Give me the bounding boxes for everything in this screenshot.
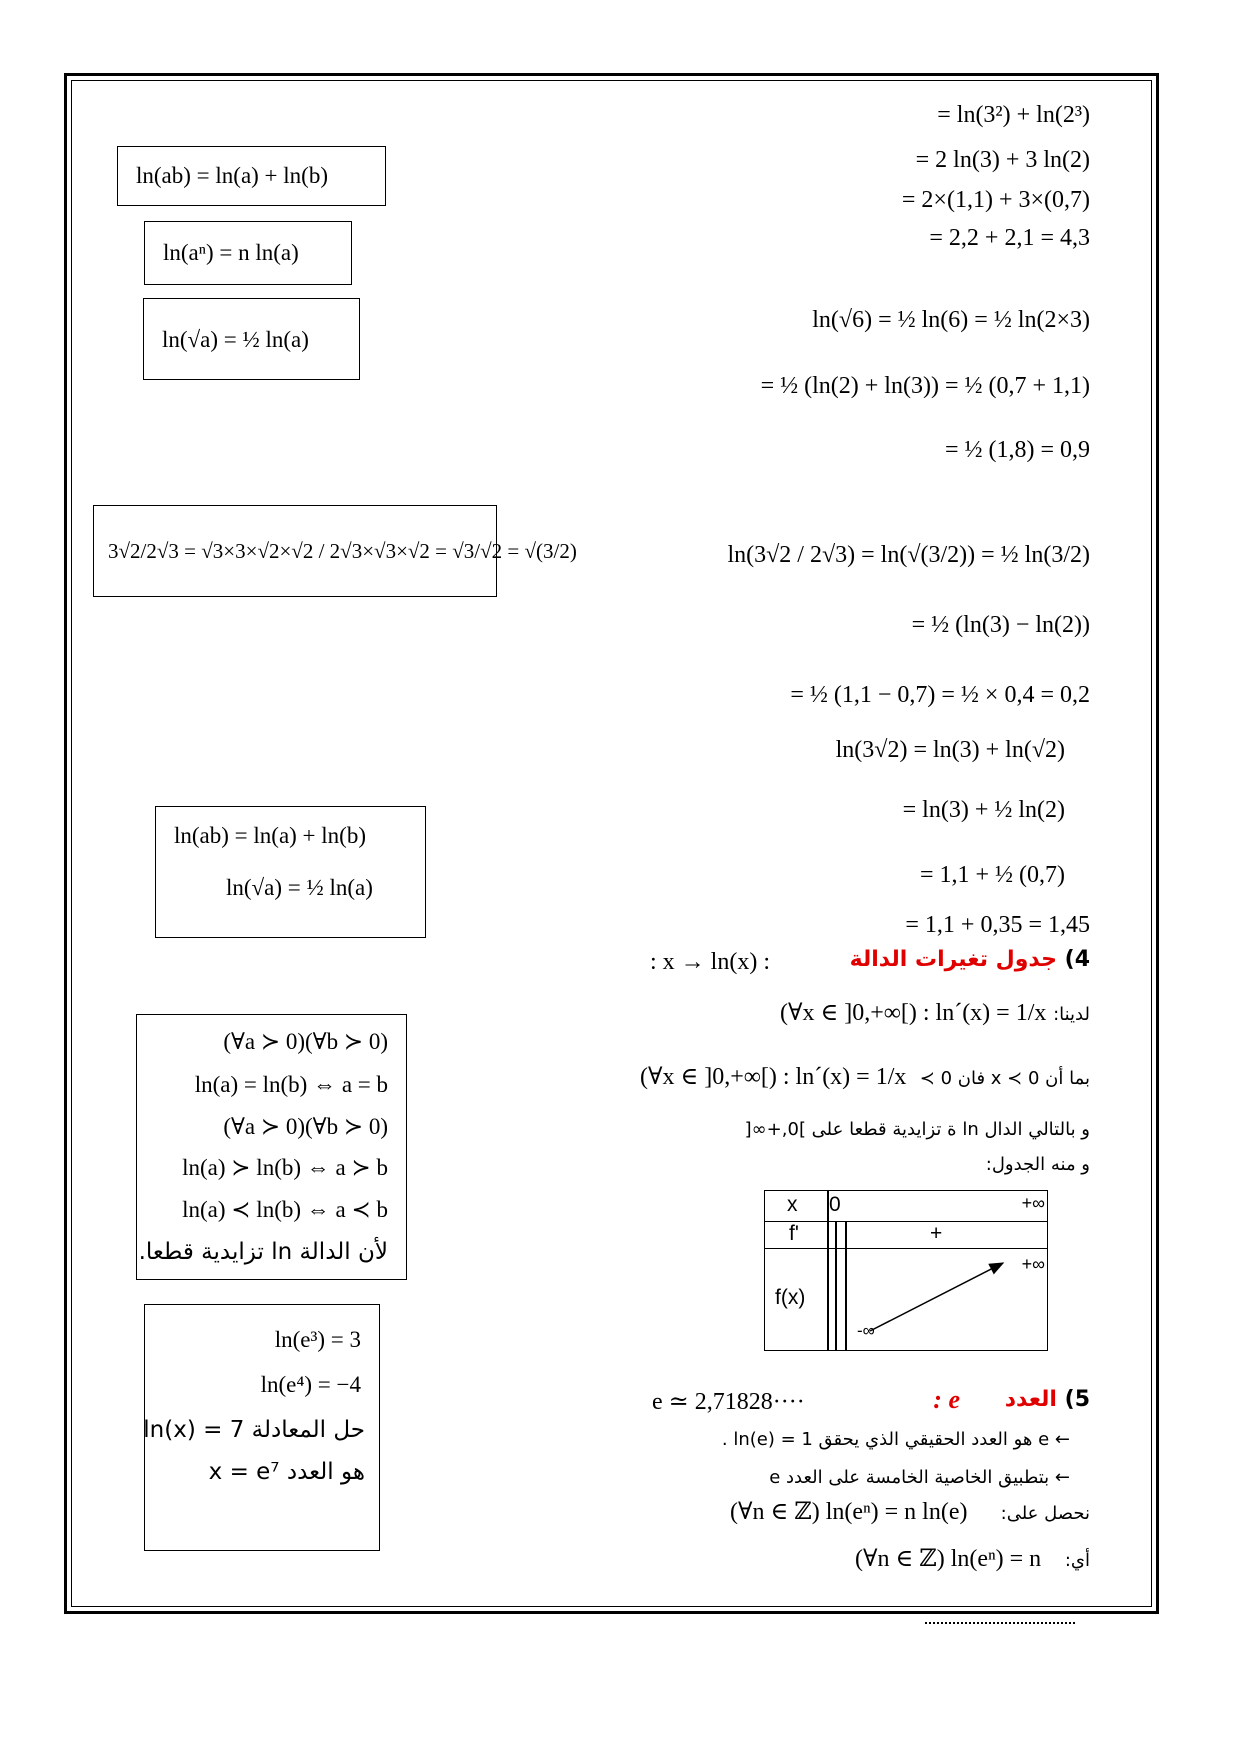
section4-function: : x → ln(x) : [650, 949, 770, 975]
box3-text: ln(√a) = ½ ln(a) [162, 327, 309, 352]
table-x-end: +∞ [1021, 1193, 1045, 1213]
section5-line3-math: (∀n ∈ ℤ) ln(eⁿ) = n ln(e) [730, 1499, 968, 1525]
calc2-line1: ln(√6) = ½ ln(6) = ½ ln(2×3) [812, 307, 1090, 333]
formula-box-3 [143, 298, 360, 380]
section4-line1-math: (∀x ∈ ]0,+∞[) : ln´(x) = 1/x [780, 1000, 1047, 1026]
box1-text: ln(ab) = ln(a) + ln(b) [136, 163, 328, 188]
section5-number: 5) [1064, 1387, 1090, 1412]
box7-line1: ln(e³) = 3 [274, 1327, 361, 1352]
table-x-start: 0 [829, 1193, 841, 1216]
calc1-line4: = 2,2 + 2,1 = 4,3 [929, 225, 1090, 251]
calc3-line6: = 1,1 + ½ (0,7) [919, 862, 1065, 888]
calc2-line3: = ½ (1,8) = 0,9 [944, 437, 1090, 463]
section4-line4: و منه الجدول: [985, 1154, 1090, 1175]
section4-line1-ar: لدينا: [1053, 1004, 1090, 1025]
box4-text: 3√2/2√3 = √3×3×√2×√2 / 2√3×√3×√2 = √3/√2 = √(3/2) [108, 539, 577, 563]
calc2-line2: = ½ (ln(2) + ln(3)) = ½ (0,7 + 1,1) [760, 373, 1090, 399]
table-f-start: -∞ [857, 1321, 875, 1340]
calc1-line3: = 2×(1,1) + 3×(0,7) [901, 187, 1090, 213]
box6-line6: لأن الدالة ln تزايدية قطعا. [138, 1239, 388, 1265]
calc3-line4: ln(3√2) = ln(3) + ln(√2) [835, 737, 1065, 763]
section4-header [640, 945, 1090, 979]
box6-line1: (∀a ≻ 0)(∀b ≻ 0) [223, 1029, 388, 1054]
formula-box-1 [117, 146, 386, 206]
box6-line5: ln(a) ≺ ln(b) ⇔ a ≺ b [182, 1197, 388, 1222]
calc3-line2: = ½ (ln(3) − ln(2)) [911, 612, 1090, 638]
box6-line4: ln(a) ≻ ln(b) ⇔ a ≻ b [182, 1155, 388, 1180]
section5-symbol: e : [933, 1385, 960, 1414]
section5-line1: ← e هو العدد الحقيقي الذي يحقق ln(e) = 1 . [721, 1429, 1070, 1450]
calc3-line5: = ln(3) + ½ ln(2) [902, 797, 1065, 823]
section5-line4-math: (∀n ∈ ℤ) ln(eⁿ) = n [855, 1546, 1042, 1572]
section4-title: جدول تغيرات الدالة [849, 947, 1057, 972]
formula-box-2 [144, 221, 352, 285]
section5-line3-ar: نحصل على: [1000, 1503, 1090, 1524]
table-sign: + [930, 1222, 943, 1245]
table-fprime-label: f' [789, 1222, 799, 1245]
section4-line2-ar: بما أن 0 ≻ x فان 0 ≻ [919, 1068, 1090, 1089]
variation-table [764, 1190, 1048, 1351]
table-x-label: x [787, 1193, 798, 1216]
section4-line3: و بالتالي الدال ln ة تزايدية قطعا على ]0,+∞[ [744, 1119, 1090, 1140]
box6-line2: ln(a) = ln(b) ⇔ a = b [194, 1072, 388, 1097]
section4-line2-math: (∀x ∈ ]0,+∞[) : ln´(x) = 1/x [640, 1064, 907, 1090]
calc1-line2: = 2 ln(3) + 3 ln(2) [915, 147, 1090, 173]
bottom-dotted-mark [925, 1622, 1075, 1628]
section5-line2: ← بتطبيق الخاصية الخامسة على العدد e [769, 1467, 1070, 1488]
box7-line3: حل المعادلة ln(x) = 7 [143, 1417, 365, 1443]
formula-box-6 [136, 1014, 407, 1280]
box5-line1: ln(ab) = ln(a) + ln(b) [174, 823, 366, 848]
calc1-line1: = ln(3²) + ln(2³) [937, 102, 1090, 128]
formula-box-4 [93, 505, 577, 597]
section4-number: 4) [1064, 947, 1090, 972]
box6-line3: (∀a ≻ 0)(∀b ≻ 0) [223, 1114, 388, 1139]
section5-value: e ≃ 2,71828···· [652, 1389, 805, 1415]
formula-box-7 [144, 1304, 380, 1551]
box7-line4: هو العدد x = e⁷ [208, 1459, 365, 1485]
box7-line2: ln(e⁴) = −4 [260, 1372, 361, 1397]
table-fx-label: f(x) [775, 1286, 806, 1309]
calc3-line3: = ½ (1,1 − 0,7) = ½ × 0,4 = 0,2 [790, 682, 1090, 708]
calc3-line1: ln(3√2 / 2√3) = ln(√(3/2)) = ½ ln(3/2) [727, 542, 1090, 568]
box5-line2: ln(√a) = ½ ln(a) [226, 875, 373, 900]
calc3-line7: = 1,1 + 0,35 = 1,45 [905, 912, 1090, 938]
table-increasing-arrow [765, 1191, 1047, 1350]
table-f-end: +∞ [1021, 1254, 1045, 1274]
formula-box-5 [155, 806, 426, 938]
box2-text: ln(aⁿ) = n ln(a) [163, 240, 299, 265]
section5-header [640, 1385, 1090, 1421]
section5-line4-ar: أي: [1064, 1550, 1090, 1571]
section5-title: العدد [1004, 1387, 1057, 1412]
